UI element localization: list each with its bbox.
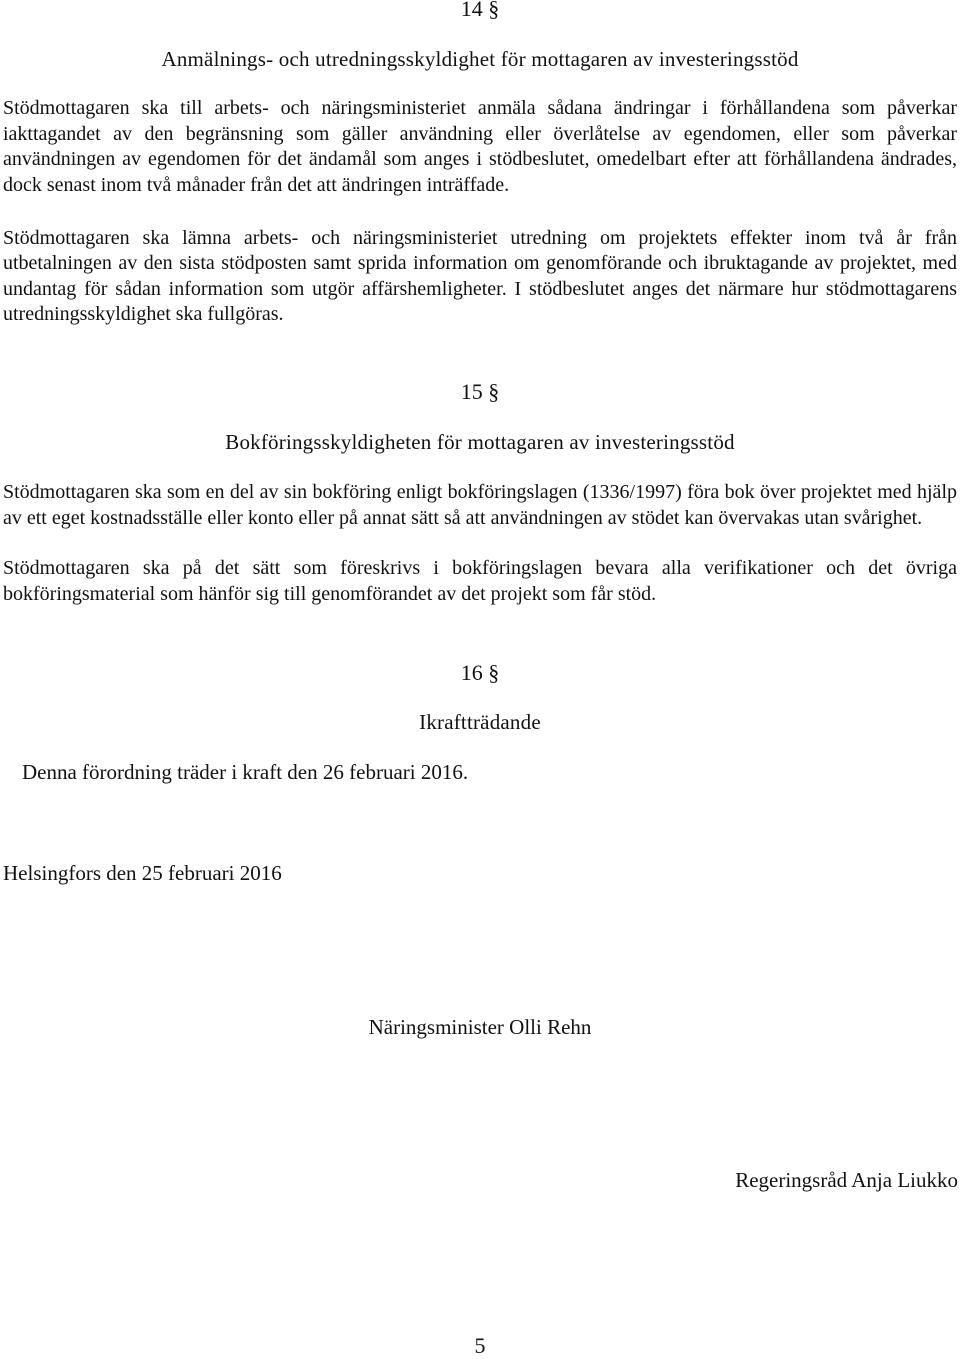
section-16-paragraph-1: Denna förordning träder i kraft den 26 februari 2016. bbox=[22, 760, 469, 784]
section-16-title: Ikraftträdande bbox=[419, 710, 541, 734]
section-15-title: Bokföringsskyldigheten för mottagaren av investeringsstöd bbox=[225, 430, 735, 454]
minister-signature: Näringsminister Olli Rehn bbox=[368, 1015, 592, 1039]
section-14-number: 14 § bbox=[460, 0, 500, 21]
section-15-paragraph-2: Stödmottagaren ska på det sätt som föreskrivs i bokföringslagen bevara alla verifikationer och det övriga bokföringsmaterial som hänför sig till genomförandet av det projekt som får stöd. bbox=[3, 557, 957, 605]
section-14-title: Anmälnings- och utredningsskyldighet för mottagaren av investeringsstöd bbox=[161, 47, 799, 71]
official-signature: Regeringsråd Anja Liukko bbox=[735, 1168, 958, 1192]
section-15-paragraph-1: Stödmottagaren ska som en del av sin bokföring enligt bokföringslagen (1336/1997) föra bok över projektet med hjälp av ett eget kostnadsställe eller konto eller på annat sätt så att användningen av stödet kan övervakas utan svårighet. bbox=[3, 481, 957, 529]
section-16-number: 16 § bbox=[460, 660, 500, 685]
place-date: Helsingfors den 25 februari 2016 bbox=[3, 861, 282, 885]
section-14-paragraph-2: Stödmottagaren ska lämna arbets- och näringsministeriet utredning om projektets effekter inom två år från utbetalningen av den sista stödposten samt sprida information om genomförande och ibruktagande av projektet, med undantag för sådan information som utgör affärshemligheter. I stödbeslutet anges det närmare hur stödmottagarens utredningsskyldighet ska fullgöras. bbox=[3, 227, 957, 326]
page-number: 5 bbox=[474, 1333, 486, 1358]
section-15-number: 15 § bbox=[460, 379, 500, 404]
section-14-paragraph-1: Stödmottagaren ska till arbets- och näringsministeriet anmäla sådana ändringar i förhållandena som påverkar iakttagandet av den begränsning som gäller användning eller överlåtelse av egendomen, eller som påverkar användningen av egendomen för det ändamål som anges i stödbeslutet, omedelbart efter att förhållandena ändrades, dock senast inom två månader från det att ändringen inträffade. bbox=[3, 97, 957, 196]
